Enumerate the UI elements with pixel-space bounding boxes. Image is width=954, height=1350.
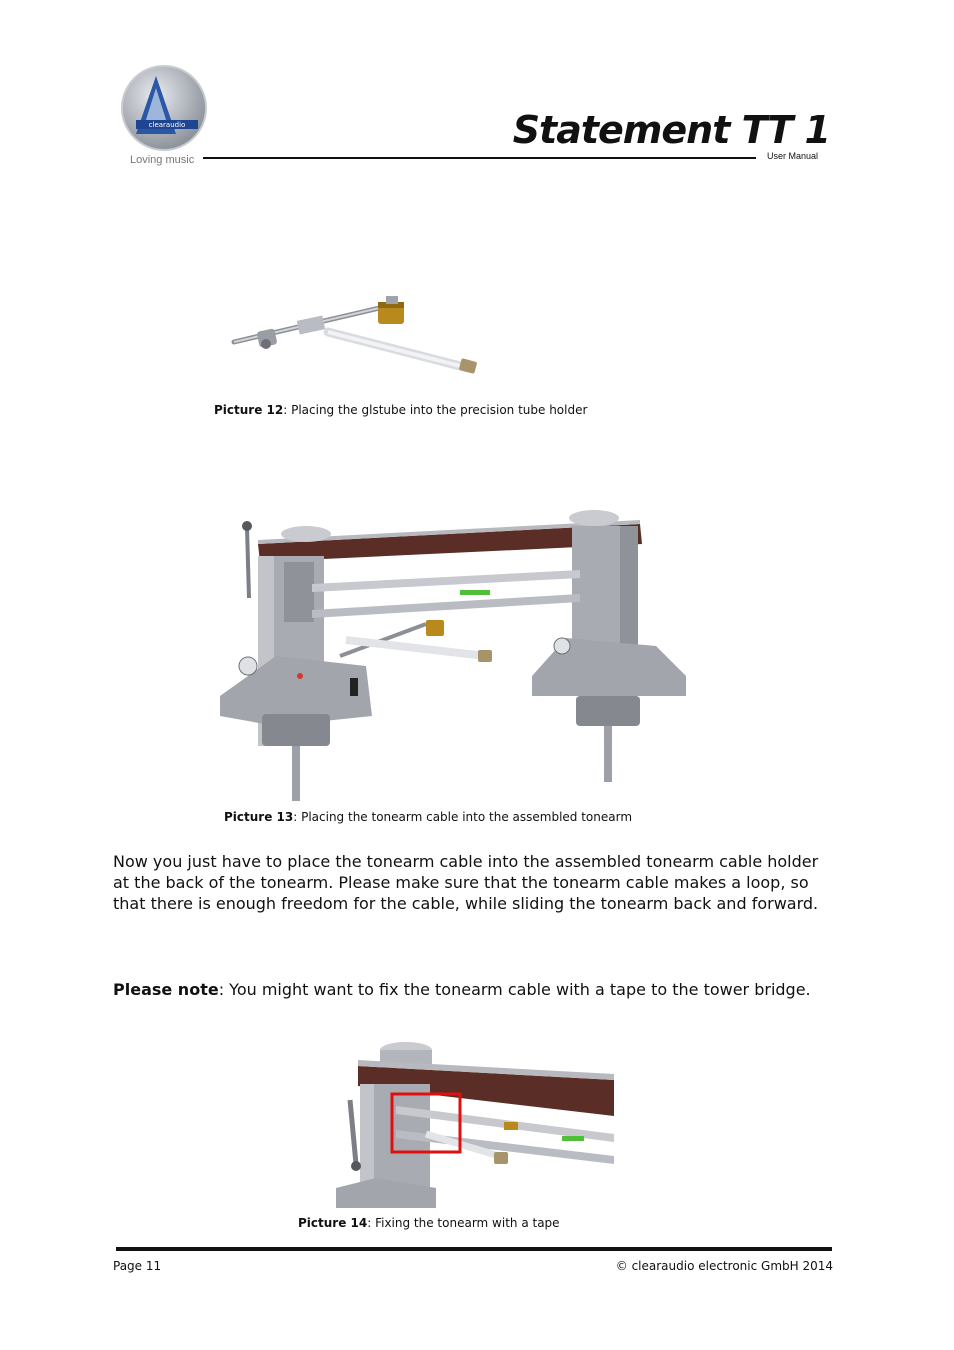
note-label: Please note [113, 980, 219, 999]
header-rule [203, 157, 756, 159]
picture-12-image [228, 292, 488, 382]
page-number: Page 11 [113, 1259, 162, 1273]
logo-brand-text: clearaudio [148, 121, 186, 129]
document-title: Statement TT 1 [512, 108, 830, 152]
copyright-notice: © clearaudio electronic GmbH 2014 [615, 1259, 833, 1273]
picture-14-caption-text: : Fixing the tonearm with a tape [367, 1216, 560, 1230]
note-text: : You might want to fix the tonearm cable with a tape to the tower bridge. [218, 980, 811, 999]
picture-14-label: Picture 14 [298, 1216, 368, 1230]
footer-rule [116, 1247, 832, 1251]
note-paragraph [113, 979, 833, 1000]
picture-14-image [336, 1038, 614, 1208]
picture-12-caption-text: : Placing the glstube into the precision tube holder [283, 403, 588, 417]
logo-tagline: Loving music [130, 154, 195, 166]
picture-14-caption [298, 1216, 560, 1230]
instruction-paragraph: Now you just have to place the tonearm cable into the assembled tonearm cable holder at the back of the tonearm. Please make sure that the tonearm cable makes a loop, so that there is enough freedom for the cable, while sliding the tonearm back and forward. [113, 852, 819, 913]
document-subtitle: User Manual [767, 151, 819, 161]
picture-13-caption-text: : Placing the tonearm cable into the assembled tonearm [293, 810, 633, 824]
picture-13-caption [224, 810, 632, 824]
picture-13-label: Picture 13 [224, 810, 294, 824]
picture-12-label: Picture 12 [214, 403, 284, 417]
picture-12-caption [214, 403, 587, 417]
picture-13-image [216, 506, 690, 802]
